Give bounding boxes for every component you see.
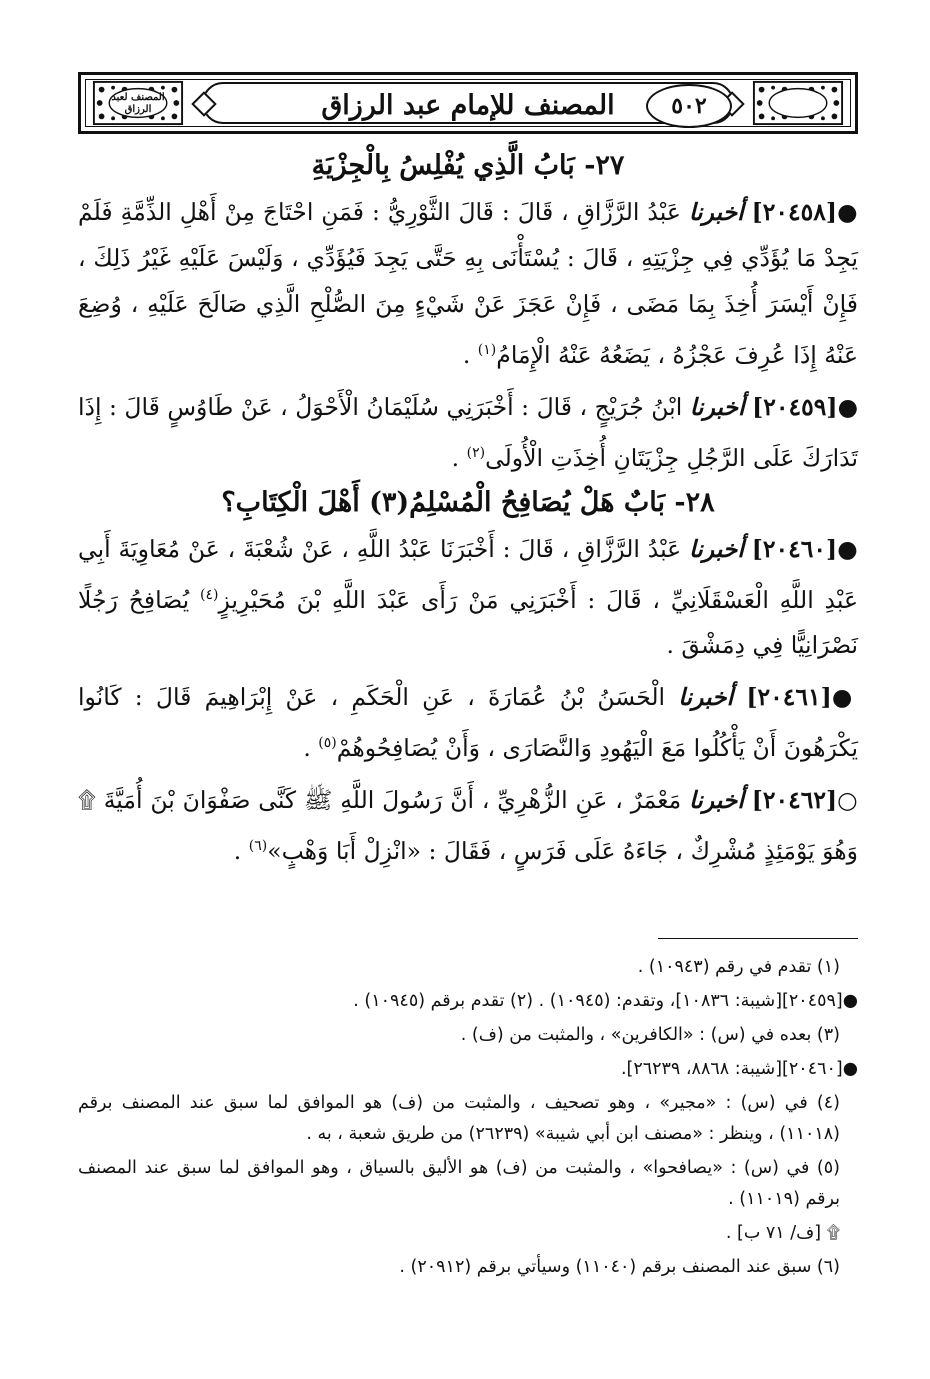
punctuation: .	[303, 734, 319, 763]
footnote: ●[٢٠٤٦٠][شيبة: ٨٨٦٨، ٢٦٢٣٩].	[620, 1059, 858, 1079]
footnote-ref: (٤)	[200, 586, 219, 603]
punctuation: .	[666, 631, 682, 660]
hadith-paragraph	[78, 189, 858, 378]
footnote-separator	[658, 938, 858, 939]
hadith-number: [٢٠٤٦١]	[746, 683, 832, 712]
book-title: المصنف للإمام عبد الرزاق	[321, 90, 615, 121]
page-header	[78, 72, 858, 134]
hadith-paragraph	[78, 526, 858, 669]
transmission-term: أخبرنا	[688, 198, 744, 226]
chapter-title: ٢٨- بَابٌ هَلْ يُصَافِحُ الْمُسْلِمُ(٣) أَهْلَ الْكِتَابِ؟	[221, 486, 715, 518]
circle-marker: ○	[837, 786, 858, 815]
hadith-text: الْحَسَنُ بْنُ عُمَارَةَ ، عَنِ الْحَكَمِ ، عَنْ إِبْرَاهِيمَ قَالَ : كَانُوا يَكْرَهُونَ أَنْ يَأْكُلُوا مَعَ الْيَهُودِ وَالنَّصَارَى ، وَأَنْ يُصَافِحُوهُمْ	[78, 683, 858, 763]
hadith-paragraph	[78, 384, 858, 481]
hadith-number: [٢٠٤٥٩]	[752, 392, 838, 421]
footnote: (٦) سبق عند المصنف برقم (١١٠٤٠) وسيأتي برقم (٢٠٩١٢) .	[399, 1257, 840, 1277]
footnote: (٥) في (س) : «يصافحوا» ، والمثبت من (ف) هو الأليق بالسياق ، وهو الموافق لما سبق عند المصنف برقم (١١٠١٩) .	[78, 1158, 840, 1209]
punctuation: .	[451, 443, 467, 472]
footnote: (١) تقدم في رقم (١٠٩٤٣) .	[637, 957, 840, 977]
hadith-number: [٢٠٤٦٢]	[751, 786, 838, 815]
main-text	[78, 150, 858, 880]
chapter-heading	[78, 150, 858, 181]
header-frame	[85, 79, 851, 127]
transmission-term: أخبرنا	[689, 534, 744, 563]
hadith-paragraph	[78, 674, 858, 771]
hadith-paragraph	[78, 777, 858, 874]
bullet-marker: ●	[837, 534, 858, 563]
punctuation: .	[233, 837, 249, 866]
footnote: ●[٢٠٤٥٩][شيبة: ١٠٨٣٦]، وتقدم: (١٠٩٤٥) . (٢) تقدم برقم (١٠٩٤٥) .	[353, 991, 858, 1011]
ornament-icon	[750, 80, 846, 126]
footnote-ref: (٢)	[466, 444, 486, 461]
hadith-number: [٢٠٤٦٠]	[751, 534, 838, 563]
footnote: (٣) بعده في (س) : «الكافرين» ، والمثبت من (ف) .	[460, 1025, 840, 1045]
hadith-number: [٢٠٤٥٨]	[751, 198, 837, 226]
hadith-text: عَبْدُ الرَّزَّاقِ ، قَالَ : قَالَ الثَّوْرِيُّ : فَمَنِ احْتَاجَ مِنْ أَهْلِ الذِّمَّةِ فَلَمْ يَجِدْ مَا يُؤَدِّي فِي جِزْيَتِهِ ، قَالَ : يُسْتَأْنَى بِهِ حَتَّى يَجِدَ فَيُؤَدِّي ، وَلَيْسَ عَلَيْهِ غَيْرُ ذَلِكَ ، فَإِنْ أَيْسَرَ أُخِذَ بِمَا مَضَى ، فَإِنْ عَجَزَ عَنْ شَيْءٍ مِنَ الصُّلْحِ الَّذِي صَالَحَ عَلَيْهِ ، وُضِعَ عَنْهُ إِذَا عُرِفَ عَجْزُهُ ، يَضَعُهُ عَنْهُ الْإِمَامُ	[78, 198, 858, 369]
footnote: ۩ [ف/ ٧١ ب] .	[725, 1223, 840, 1243]
hadith-text: ابْنُ جُرَيْجٍ ، قَالَ : أَخْبَرَنِي سُلَيْمَانُ الْأَحْوَلُ ، عَنْ طَاوُسٍ قَالَ : إِذَا تَدَارَكَ عَلَى الرَّجُلِ جِزْيَتَانِ أُخِذَتِ الْأُولَى	[78, 392, 858, 472]
hadith-text: عَبْدُ الرَّزَّاقِ ، قَالَ : أَخْبَرَنَا عَبْدُ اللَّهِ ، عَنْ شُعْبَةَ ، عَنْ مُعَاوِيَةَ أَبِي عَبْدِ اللَّهِ الْعَسْقَلَانِيِّ ، قَالَ : أَخْبَرَنِي مَنْ رَأَى عَبْدَ اللَّهِ بْنَ مُحَيْرِيزٍ	[78, 534, 858, 614]
chapter-title: ٢٧- بَابُ الَّذِي يُفْلِسُ بِالْجِزْيَةِ	[311, 150, 625, 181]
bullet-marker: ●	[831, 683, 858, 712]
transmission-term: أخبرنا	[689, 392, 745, 421]
bullet-marker: ●	[837, 392, 858, 421]
bullet-marker: ●	[836, 198, 858, 226]
footnotes	[78, 952, 858, 1286]
ornament-medallion-left	[90, 80, 186, 126]
transmission-term: أخبرنا	[689, 786, 744, 815]
hadith-text: مَعْمَرٌ ، عَنِ الزُّهْرِيِّ ، أَنَّ رَسُولَ اللَّهِ ﷺ كَنَّى صَفْوَانَ بْنَ أُمَيَّةَ ۩ وَهُوَ يَوْمَئِذٍ مُشْرِكٌ ، جَاءَهُ عَلَى فَرَسٍ ، فَقَالَ : «انْزِلْ أَبَا وَهْبٍ»	[78, 786, 858, 866]
page-number: ٥٠٢	[646, 84, 732, 128]
footnote-ref: (٥)	[318, 735, 337, 752]
footnote-ref: (٦)	[248, 838, 268, 855]
footnote-ref: (١)	[477, 342, 497, 358]
chapter-heading	[78, 487, 858, 518]
hadith-text-continued: يُصَافِحُ رَجُلًا نَصْرَانِيًّا فِي دِمَشْقَ	[78, 585, 858, 660]
ornament-medallion-right	[750, 80, 846, 126]
ornament-text: المصنف لعبد الرزاق	[111, 92, 165, 115]
transmission-term: أخبرنا	[678, 683, 734, 712]
punctuation: .	[462, 340, 478, 369]
footnote: (٤) في (س) : «مجير» ، وهو تصحيف ، والمثبت من (ف) هو الموافق لما سبق عند المصنف برقم (١١٠١٨) ، وينظر : «مصنف ابن أبي شيبة» (٢٦٢٣٩) من طريق شعبة ، به .	[78, 1093, 840, 1144]
